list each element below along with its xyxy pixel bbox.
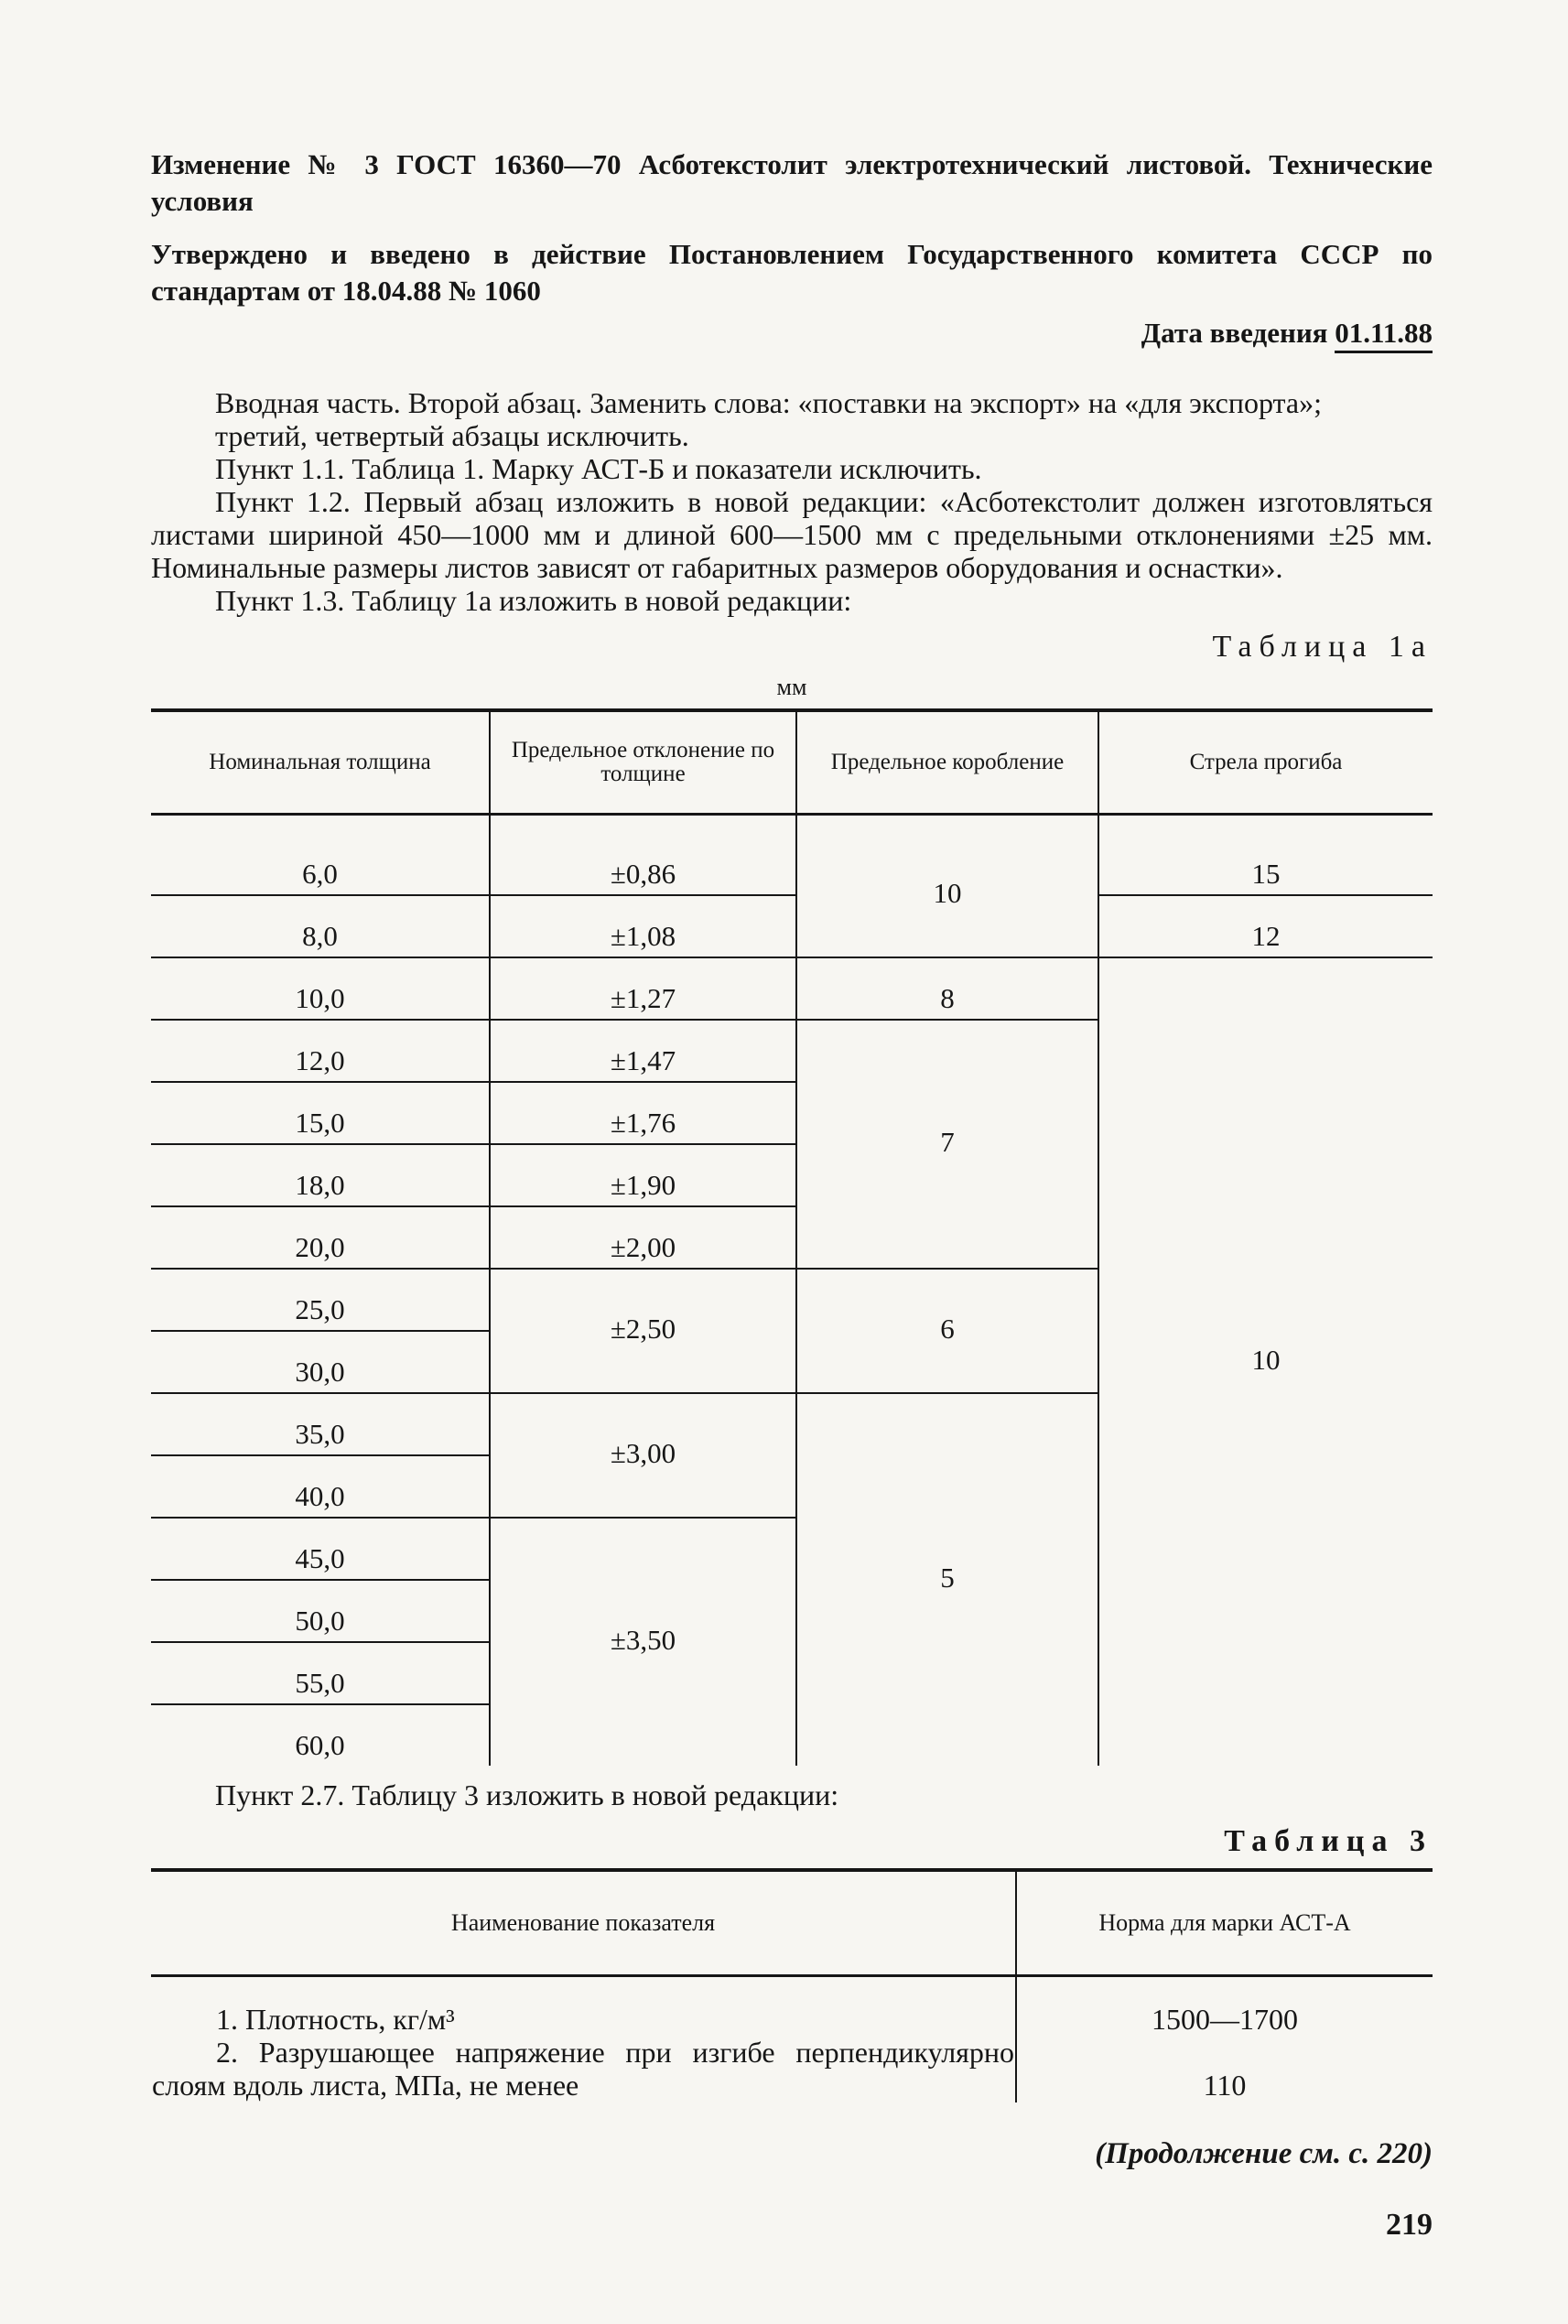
warp-cell: 7 [796, 1020, 1098, 1269]
table-header-row [151, 1870, 1433, 1976]
table-1a [151, 708, 1433, 1766]
effective-date-label: Дата введения [1141, 317, 1328, 349]
column-header: Норма для марки АСТ-А [1016, 1870, 1433, 1976]
document-page [151, 146, 1433, 2243]
norm-value: 1500—1700 [1152, 2003, 1298, 2036]
approval-statement: Утверждено и введено в действие Постановлением Государственного комитета СССР по стандартам от 18.04.88 № 1060 [151, 238, 1433, 307]
indicator-names [151, 1976, 1016, 2103]
thickness-cell: 15,0 [151, 1082, 490, 1144]
warp-cell: 5 [796, 1393, 1098, 1766]
deviation-cell: ±3,00 [490, 1393, 796, 1518]
thickness-cell: 10,0 [151, 957, 490, 1020]
deviation-cell: ±1,90 [490, 1144, 796, 1206]
column-header: Стрела прогиба [1098, 710, 1433, 815]
column-header: Наименование показателя [151, 1870, 1016, 1976]
indicator-name: 1. Плотность, кг/м³ [216, 2003, 455, 2036]
effective-date [151, 317, 1433, 350]
paragraph: Пункт 1.1. Таблица 1. Марку АСТ-Б и показатели исключить. [215, 452, 982, 485]
amendment-title: Изменение № 3 ГОСТ 16360—70 Асботекстолит электротехнический листовой. Технические условия [151, 148, 1433, 217]
thickness-cell: 60,0 [295, 1729, 345, 1761]
column-header: Предельное отклонение по толщине [490, 710, 796, 815]
column-header: Номинальная толщина [151, 710, 490, 815]
table-row [151, 895, 1433, 957]
indicator-norms [1016, 1976, 1433, 2103]
deflection-cell: 10 [1098, 957, 1433, 1766]
warp-cell: 10 [796, 815, 1098, 958]
deviation-cell: ±3,50 [490, 1518, 796, 1766]
thickness-cell: 6,0 [151, 815, 490, 896]
norm-value: 110 [1203, 2069, 1247, 2102]
table-1a-caption: Таблица 1а [1212, 630, 1433, 664]
amendment-body [151, 386, 1433, 617]
page-number: 219 [1386, 2208, 1433, 2242]
paragraph: Пункт 1.3. Таблицу 1а изложить в новой редакции: [215, 584, 852, 617]
thickness-cell: 35,0 [151, 1393, 490, 1455]
deviation-cell: ±1,76 [490, 1082, 796, 1144]
table-row [151, 957, 1433, 1020]
deviation-cell: ±1,47 [490, 1020, 796, 1082]
thickness-cell: 45,0 [151, 1518, 490, 1580]
table-row [151, 1976, 1433, 2103]
table-row [151, 815, 1433, 896]
effective-date-value: 01.11.88 [1335, 317, 1433, 353]
deflection-cell: 12 [1098, 895, 1433, 957]
paragraph: Пункт 2.7. Таблицу 3 изложить в новой редакции: [215, 1778, 839, 1811]
table-3 [151, 1868, 1433, 2102]
paragraph: Пункт 1.2. Первый абзац изложить в новой редакции: «Асботекстолит должен изготовляться листами шириной 450—1000 мм и длиной 600—1500 мм с предельными отклонениями ±25 мм. Номинальные размеры листов зависят от габаритных размеров оборудования и оснастки». [151, 485, 1433, 584]
deviation-cell: ±1,27 [490, 957, 796, 1020]
deflection-cell: 15 [1098, 815, 1433, 896]
continuation-note: (Продолжение см. с. 220) [1095, 2137, 1433, 2170]
indicator-name: 2. Разрушающее напряжение при изгибе перпендикулярно слоям вдоль листа, МПа, не менее [152, 2036, 1014, 2102]
thickness-cell: 40,0 [151, 1455, 490, 1518]
thickness-cell: 30,0 [151, 1331, 490, 1393]
thickness-cell: 8,0 [151, 895, 490, 957]
deviation-cell: ±1,08 [490, 895, 796, 957]
thickness-cell: 12,0 [151, 1020, 490, 1082]
column-header: Предельное коробление [796, 710, 1098, 815]
paragraph: Вводная часть. Второй абзац. Заменить слова: «поставки на экспорт» на «для экспорта»; [215, 386, 1323, 419]
thickness-cell: 50,0 [151, 1580, 490, 1642]
table-1a-unit: мм [776, 674, 807, 700]
table-header-row [151, 710, 1433, 815]
thickness-cell: 20,0 [151, 1206, 490, 1269]
thickness-cell: 18,0 [151, 1144, 490, 1206]
deviation-cell: ±0,86 [490, 815, 796, 896]
deviation-cell: ±2,50 [490, 1269, 796, 1393]
warp-cell: 8 [796, 957, 1098, 1020]
table-3-caption: Таблица 3 [1224, 1824, 1433, 1858]
paragraph: третий, четвертый абзацы исключить. [215, 419, 689, 452]
thickness-cell: 55,0 [151, 1642, 490, 1704]
thickness-cell: 25,0 [151, 1269, 490, 1331]
deviation-cell: ±2,00 [490, 1206, 796, 1269]
warp-cell: 6 [796, 1269, 1098, 1393]
